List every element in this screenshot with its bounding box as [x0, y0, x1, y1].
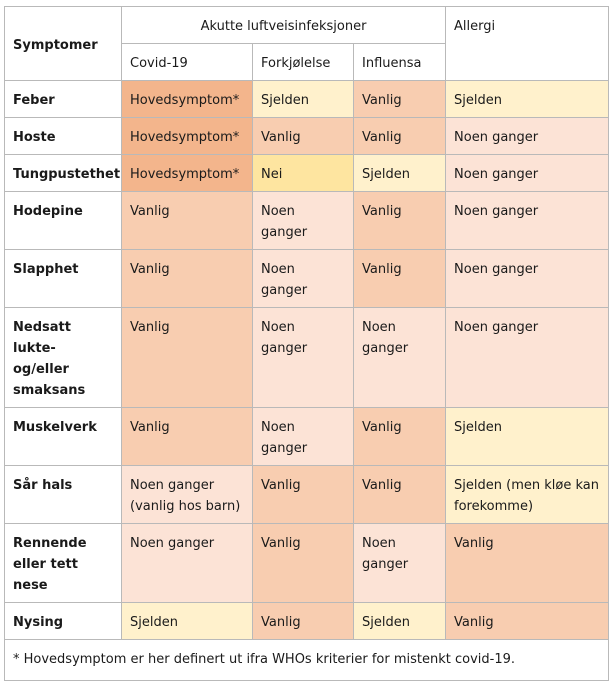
symptom-comparison-table — [4, 6, 609, 681]
cell-allergi: Sjelden — [446, 408, 609, 466]
table-row — [5, 81, 609, 118]
cell-allergi: Noen ganger — [446, 250, 609, 308]
cell-influensa: Vanlig — [354, 466, 446, 524]
cell-covid: Noen ganger — [122, 524, 253, 603]
symptom-name: Muskelverk — [5, 408, 122, 466]
column-header-forkjolelse: Forkjølelse — [253, 44, 354, 81]
cell-influensa: Noen ganger — [354, 524, 446, 603]
symptom-table-container — [4, 6, 608, 681]
footnote: * Hovedsymptom er her definert ut ifra WHOs kriterier for mistenkt covid-19. — [5, 640, 609, 681]
cell-forkjolelse: Vanlig — [253, 603, 354, 640]
table-row — [5, 603, 609, 640]
symptom-name: Tungpustethet — [5, 155, 122, 192]
cell-covid: Vanlig — [122, 192, 253, 250]
cell-covid: Hovedsymptom* — [122, 81, 253, 118]
cell-forkjolelse: Nei — [253, 155, 354, 192]
symptom-name: Nedsatt lukte- og/eller smaksans — [5, 308, 122, 408]
cell-allergi: Noen ganger — [446, 308, 609, 408]
cell-influensa: Vanlig — [354, 250, 446, 308]
symptom-name: Nysing — [5, 603, 122, 640]
symptom-name: Feber — [5, 81, 122, 118]
cell-covid: Vanlig — [122, 308, 253, 408]
symptom-name: Slapphet — [5, 250, 122, 308]
cell-forkjolelse: Noen ganger — [253, 192, 354, 250]
table-row — [5, 155, 609, 192]
column-header-covid: Covid-19 — [122, 44, 253, 81]
footnote-row — [5, 640, 609, 681]
cell-influensa: Sjelden — [354, 155, 446, 192]
cell-influensa: Vanlig — [354, 192, 446, 250]
allergy-header: Allergi — [446, 7, 609, 81]
cell-forkjolelse: Sjelden — [253, 81, 354, 118]
table-row — [5, 308, 609, 408]
symptom-name: Sår hals — [5, 466, 122, 524]
column-header-influensa: Influensa — [354, 44, 446, 81]
symptom-name: Hoste — [5, 118, 122, 155]
table-row — [5, 118, 609, 155]
cell-forkjolelse: Noen ganger — [253, 250, 354, 308]
cell-covid: Hovedsymptom* — [122, 155, 253, 192]
cell-allergi: Sjelden (men kløe kan forekomme) — [446, 466, 609, 524]
cell-allergi: Noen ganger — [446, 118, 609, 155]
cell-allergi: Noen ganger — [446, 155, 609, 192]
cell-covid: Hovedsymptom* — [122, 118, 253, 155]
table-row — [5, 408, 609, 466]
cell-covid: Noen ganger (vanlig hos barn) — [122, 466, 253, 524]
cell-forkjolelse: Noen ganger — [253, 308, 354, 408]
cell-allergi: Sjelden — [446, 81, 609, 118]
table-row — [5, 192, 609, 250]
cell-influensa: Vanlig — [354, 81, 446, 118]
cell-influensa: Vanlig — [354, 408, 446, 466]
cell-influensa: Noen ganger — [354, 308, 446, 408]
cell-allergi: Vanlig — [446, 524, 609, 603]
table-row — [5, 466, 609, 524]
cell-allergi: Vanlig — [446, 603, 609, 640]
cell-influensa: Vanlig — [354, 118, 446, 155]
symptom-name: Hodepine — [5, 192, 122, 250]
cell-covid: Vanlig — [122, 250, 253, 308]
cell-allergi: Noen ganger — [446, 192, 609, 250]
symptom-rows — [5, 81, 609, 640]
table-row — [5, 250, 609, 308]
cell-covid: Vanlig — [122, 408, 253, 466]
header-row-top — [5, 7, 609, 44]
cell-covid: Sjelden — [122, 603, 253, 640]
cell-influensa: Sjelden — [354, 603, 446, 640]
cell-forkjolelse: Noen ganger — [253, 408, 354, 466]
cell-forkjolelse: Vanlig — [253, 118, 354, 155]
symptom-name: Rennende eller tett nese — [5, 524, 122, 603]
cell-forkjolelse: Vanlig — [253, 466, 354, 524]
respiratory-infections-header: Akutte luftveisinfeksjoner — [122, 7, 446, 44]
cell-forkjolelse: Vanlig — [253, 524, 354, 603]
symptoms-header: Symptomer — [5, 7, 122, 81]
table-row — [5, 524, 609, 603]
